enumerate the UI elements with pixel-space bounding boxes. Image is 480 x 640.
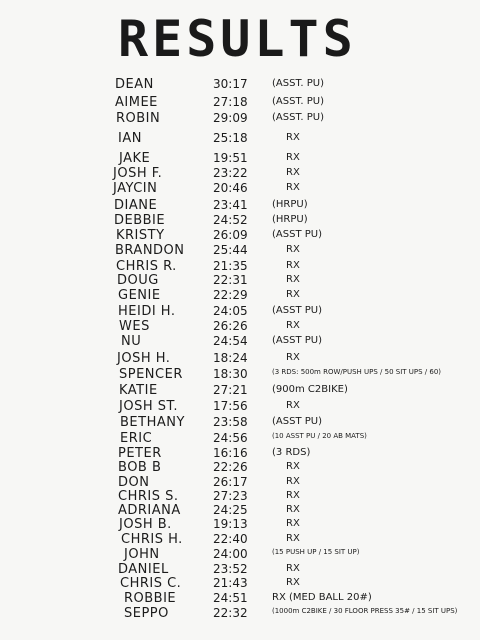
scaling-note: RX <box>286 244 300 255</box>
result-time: 27:18 <box>213 95 248 109</box>
athlete-name: GENIE <box>118 288 161 303</box>
athlete-name: NU <box>121 334 142 349</box>
result-time: 23:52 <box>213 562 248 576</box>
athlete-name: WES <box>119 319 150 334</box>
athlete-name: JAKE <box>119 151 151 166</box>
scaling-note: (ASST PU) <box>272 416 322 427</box>
scaling-note: (ASST PU) <box>272 335 322 346</box>
result-time: 25:18 <box>213 131 248 145</box>
result-time: 23:22 <box>213 166 248 180</box>
result-time: 24:05 <box>213 304 248 318</box>
athlete-name: BETHANY <box>120 415 185 430</box>
scaling-note: RX <box>286 504 300 515</box>
scaling-note: (ASST. PU) <box>272 112 324 123</box>
result-time: 18:24 <box>213 351 248 365</box>
result-time: 24:52 <box>213 213 248 227</box>
result-time: 29:09 <box>213 111 248 125</box>
scaling-note: (HRPU) <box>272 214 308 225</box>
scaling-note: RX <box>286 320 300 331</box>
athlete-name: DIANE <box>114 198 158 213</box>
scaling-note: (ASST. PU) <box>272 78 324 89</box>
result-time: 30:17 <box>213 77 248 91</box>
result-time: 24:25 <box>213 503 248 517</box>
result-time: 22:32 <box>213 606 248 620</box>
athlete-name: ROBBIE <box>124 591 177 606</box>
scaling-note: (15 PUSH UP / 15 SIT UP) <box>272 548 360 556</box>
scaling-note: RX <box>286 182 300 193</box>
athlete-name: DEBBIE <box>114 213 166 228</box>
athlete-name: AIMEE <box>115 95 158 110</box>
athlete-name: ROBIN <box>116 111 161 126</box>
athlete-name: JOSH F. <box>113 166 163 181</box>
result-time: 22:26 <box>213 460 248 474</box>
athlete-name: HEIDI H. <box>118 304 176 319</box>
athlete-name: ERIC <box>120 431 153 446</box>
result-time: 19:51 <box>213 151 248 165</box>
scaling-note: RX <box>286 132 300 143</box>
scaling-note: (900m C2BIKE) <box>272 384 348 395</box>
scaling-note: RX <box>286 518 300 529</box>
scaling-note: (3 RDS: 500m ROW/PUSH UPS / 50 SIT UPS / 60) <box>272 368 441 376</box>
athlete-name: BRANDON <box>115 243 185 258</box>
athlete-name: CHRIS C. <box>120 576 182 591</box>
athlete-name: CHRIS R. <box>116 259 177 274</box>
athlete-name: DANIEL <box>118 562 169 577</box>
result-time: 22:29 <box>213 288 248 302</box>
result-time: 26:26 <box>213 319 248 333</box>
result-time: 21:43 <box>213 576 248 590</box>
result-time: 27:21 <box>213 383 248 397</box>
result-time: 16:16 <box>213 446 248 460</box>
athlete-name: JOHN <box>124 547 160 562</box>
scaling-note: RX <box>286 577 300 588</box>
result-time: 25:44 <box>213 243 248 257</box>
scaling-note: RX <box>286 289 300 300</box>
athlete-name: CHRIS S. <box>118 489 179 504</box>
scaling-note: RX <box>286 152 300 163</box>
result-time: 22:40 <box>213 532 248 546</box>
scaling-note: RX <box>286 274 300 285</box>
result-time: 24:51 <box>213 591 248 605</box>
result-time: 24:54 <box>213 334 248 348</box>
athlete-name: DON <box>118 475 150 490</box>
scaling-note: RX <box>286 563 300 574</box>
result-time: 26:09 <box>213 228 248 242</box>
scaling-note: (1000m C2BIKE / 30 FLOOR PRESS 35# / 15 SIT UPS) <box>272 607 458 615</box>
result-time: 23:58 <box>213 415 248 429</box>
scaling-note: RX <box>286 533 300 544</box>
page-title: RESULTS <box>118 10 357 68</box>
athlete-name: ADRIANA <box>118 503 181 518</box>
scaling-note: (HRPU) <box>272 199 308 210</box>
athlete-name: PETER <box>118 446 162 461</box>
scaling-note: (ASST PU) <box>272 305 322 316</box>
athlete-name: JOSH B. <box>119 517 172 532</box>
athlete-name: DEAN <box>115 77 154 92</box>
scaling-note: (ASST PU) <box>272 229 322 240</box>
athlete-name: JOSH H. <box>117 351 171 366</box>
result-time: 22:31 <box>213 273 248 287</box>
result-time: 27:23 <box>213 489 248 503</box>
scaling-note: (10 ASST PU / 20 AB MATS) <box>272 432 367 440</box>
result-time: 20:46 <box>213 181 248 195</box>
athlete-name: BOB B <box>118 460 162 475</box>
athlete-name: KRISTY <box>116 228 165 243</box>
result-time: 26:17 <box>213 475 248 489</box>
result-time: 21:35 <box>213 259 248 273</box>
scaling-note: (ASST. PU) <box>272 96 324 107</box>
athlete-name: KATIE <box>119 383 158 398</box>
result-time: 24:00 <box>213 547 248 561</box>
athlete-name: DOUG <box>117 273 159 288</box>
result-time: 17:56 <box>213 399 248 413</box>
scaling-note: (3 RDS) <box>272 447 311 458</box>
scaling-note: RX <box>286 461 300 472</box>
athlete-name: JOSH ST. <box>119 399 179 414</box>
scaling-note: RX <box>286 490 300 501</box>
scaling-note: RX <box>286 167 300 178</box>
athlete-name: SEPPO <box>124 606 169 621</box>
result-time: 24:56 <box>213 431 248 445</box>
result-time: 23:41 <box>213 198 248 212</box>
result-time: 18:30 <box>213 367 248 381</box>
athlete-name: CHRIS H. <box>121 532 183 547</box>
athlete-name: JAYCIN <box>113 181 158 196</box>
scaling-note: RX <box>286 352 300 363</box>
scaling-note: RX <box>286 476 300 487</box>
scaling-note: RX (MED BALL 20#) <box>272 592 372 603</box>
result-time: 19:13 <box>213 517 248 531</box>
scaling-note: RX <box>286 400 300 411</box>
athlete-name: IAN <box>118 131 142 146</box>
athlete-name: SPENCER <box>119 367 183 382</box>
scaling-note: RX <box>286 260 300 271</box>
